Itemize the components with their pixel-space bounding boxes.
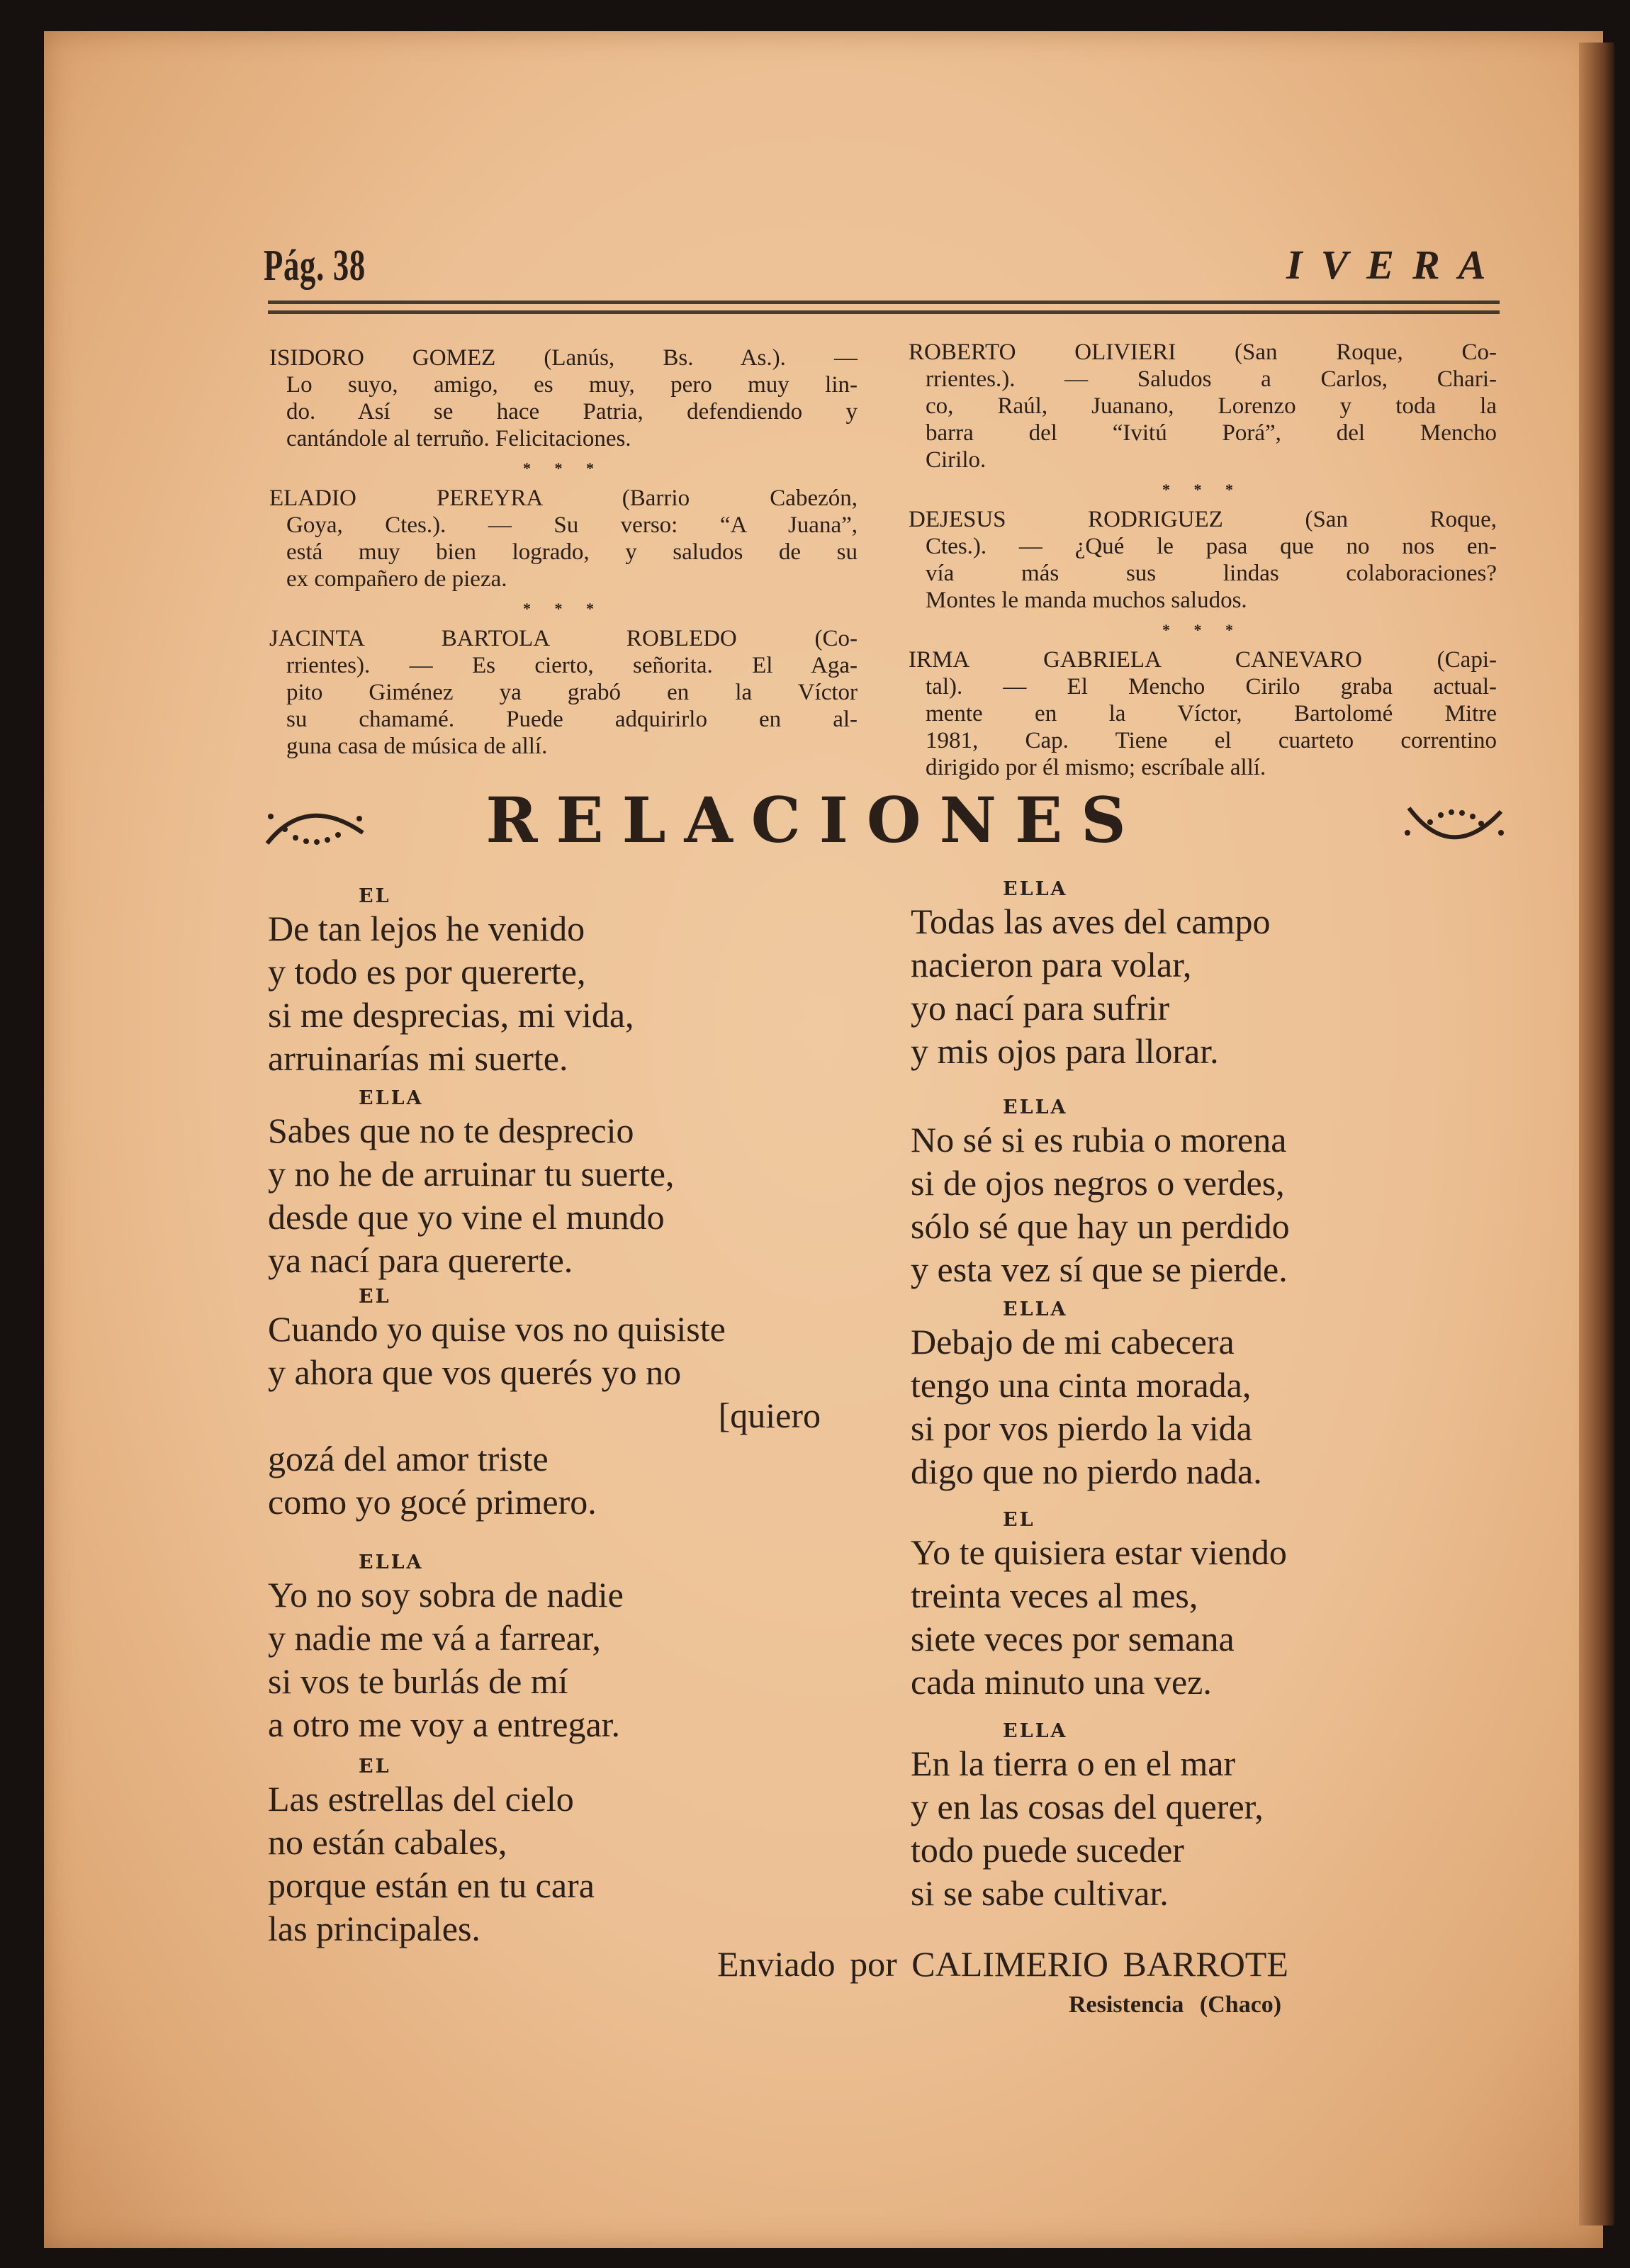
poem-line: Sabes que no te desprecio (268, 1111, 634, 1150)
poem-line: nacieron para volar, (911, 945, 1192, 984)
correspondence-entry (269, 344, 858, 452)
speaker-label: EL (359, 1756, 391, 1778)
poem-line: En la tierra o en el mar (911, 1744, 1236, 1783)
separator-asterisks: * * * (523, 459, 604, 477)
entry-line: vía más sus lindas colaboraciones? (926, 561, 1497, 586)
poem-line: si de ojos negros o verdes, (911, 1163, 1285, 1203)
poem-line: las principales. (268, 1909, 480, 1948)
correspondence-entry (909, 646, 1497, 781)
poem-line: Yo te quisiera estar viendo (911, 1532, 1287, 1572)
speaker-label: EL (1003, 1509, 1035, 1531)
poem-stanza (268, 1756, 595, 1950)
credit-sent-by: Enviado por (717, 1944, 897, 1984)
entry-line: mente en la Víctor, Bartolomé Mitre (926, 701, 1497, 726)
poem-line: Cuando yo quise vos no quisiste (268, 1309, 726, 1349)
poem-line: De tan lejos he venido (268, 909, 585, 948)
entry-line: DEJESUS RODRIGUEZ (San Roque, (909, 507, 1497, 532)
correspondence-entry (909, 339, 1497, 473)
poem-line: Yo no soy sobra de nadie (268, 1575, 624, 1615)
section-title: RELACIONES (485, 783, 1145, 857)
correspondence-entry (909, 506, 1497, 614)
page-edge (1579, 43, 1614, 2225)
poem-line: y nadie me vá a farrear, (268, 1618, 601, 1658)
poem-line: si me desprecias, mi vida, (268, 995, 634, 1035)
poem-line: Todas las aves del campo (911, 902, 1271, 941)
poem-line: no están cabales, (268, 1822, 507, 1862)
speaker-label: EL (359, 885, 391, 907)
poem-line: y en las cosas del querer, (911, 1787, 1264, 1826)
poem-line: arruinarías mi suerte. (268, 1038, 568, 1078)
poem-line: sólo sé que hay un perdido (911, 1206, 1290, 1246)
poem-line: porque están en tu cara (268, 1865, 595, 1905)
poem-stanza (268, 1552, 624, 1746)
poem-line: siete veces por semana (911, 1619, 1235, 1658)
entry-line: 1981, Cap. Tiene el cuarteto correntino (926, 728, 1497, 753)
speaker-label: ELLA (1003, 878, 1068, 900)
speaker-label: ELLA (359, 1087, 424, 1109)
entry-line: Ctes.). — ¿Qué le pasa que no nos en- (926, 534, 1497, 559)
entry-line: rrientes.). — Saludos a Carlos, Chari- (926, 366, 1497, 392)
poem-line: y no he de arruinar tu suerte, (268, 1154, 675, 1194)
entry-line: pito Giménez ya grabó en la Víctor (286, 680, 858, 705)
entry-line: está muy bien logrado, y saludos de su (286, 539, 858, 565)
entry-line: tal). — El Mencho Cirilo graba actual- (926, 674, 1497, 700)
entry-line: Lo suyo, amigo, es muy, pero muy lin- (286, 372, 858, 398)
poem-line: y esta vez sí que se pierde. (911, 1250, 1288, 1289)
header-rule-bottom (268, 310, 1500, 314)
entry-line: guna casa de música de allí. (286, 734, 548, 759)
poem-line: yo nací para sufrir (911, 988, 1170, 1028)
separator-asterisks: * * * (1162, 481, 1243, 498)
poem-line: si por vos pierdo la vida (911, 1408, 1252, 1448)
page-number: Pág. 38 (264, 242, 366, 290)
speaker-label: ELLA (359, 1551, 424, 1573)
entry-line: barra del “Ivitú Porá”, del Mencho (926, 420, 1497, 446)
ornament-right-icon (1402, 801, 1508, 850)
poem-line: [quiero (718, 1396, 821, 1435)
poem-line: desde que yo vine el mundo (268, 1197, 665, 1237)
entry-line: co, Raúl, Juanano, Lorenzo y toda la (926, 393, 1497, 419)
poem-line: todo puede suceder (911, 1830, 1184, 1870)
poem-stanza (911, 1721, 1264, 1915)
entry-line: ELADIO PEREYRA (Barrio Cabezón, (269, 485, 858, 511)
poem-line: si se sabe cultivar. (911, 1873, 1169, 1913)
magazine-title: IVERA (1286, 242, 1505, 288)
entry-line: JACINTA BARTOLA ROBLEDO (Co- (269, 626, 858, 651)
poem-line: tengo una cinta morada, (911, 1365, 1252, 1405)
poem-line: digo que no pierdo nada. (911, 1452, 1262, 1491)
entry-line: do. Así se hace Patria, defendiendo y (286, 399, 858, 425)
poem-line: ya nací para quererte. (268, 1240, 573, 1280)
credit-author: CALIMERIO BARROTE (911, 1944, 1288, 1984)
poem-line: No sé si es rubia o morena (911, 1120, 1287, 1160)
poem-line: Debajo de mi cabecera (911, 1322, 1235, 1362)
speaker-label: ELLA (1003, 1720, 1068, 1742)
entry-line: ISIDORO GOMEZ (Lanús, Bs. As.). — (269, 345, 858, 371)
entry-line: ROBERTO OLIVIERI (San Roque, Co- (909, 339, 1497, 365)
separator-asterisks: * * * (1162, 621, 1243, 639)
speaker-label: ELLA (1003, 1298, 1068, 1320)
entry-line: ex compañero de pieza. (286, 566, 507, 592)
poem-line: treinta veces al mes, (911, 1576, 1198, 1615)
entry-line: dirigido por él mismo; escríbale allí. (926, 755, 1266, 780)
correspondence-column-left (269, 344, 858, 760)
correspondence-entry (269, 485, 858, 593)
entry-line: rrientes). — Es cierto, señorita. El Aga- (286, 653, 858, 678)
speaker-label: ELLA (1003, 1096, 1068, 1118)
correspondence-column-right (909, 339, 1497, 781)
poem-stanza (268, 1286, 821, 1524)
poem-line: y mis ojos para llorar. (911, 1031, 1219, 1071)
poem-stanza (911, 1097, 1290, 1291)
poem-line: y ahora que vos querés yo no (268, 1352, 682, 1392)
speaker-label: EL (359, 1286, 391, 1308)
poem-line: y todo es por quererte, (268, 952, 586, 992)
poem-stanza (268, 886, 634, 1080)
entry-line: su chamamé. Puede adquirirlo en al- (286, 707, 858, 732)
poem-line: cada minuto una vez. (911, 1662, 1212, 1702)
poem-stanza (268, 1088, 674, 1282)
entry-line: Montes le manda muchos saludos. (926, 588, 1247, 613)
poem-stanza (911, 1510, 1287, 1704)
separator-asterisks: * * * (523, 600, 604, 617)
entry-line: IRMA GABRIELA CANEVARO (Capi- (909, 647, 1497, 673)
poem-line: gozá del amor triste (268, 1439, 549, 1478)
credit-place: Resistencia (Chaco) (1069, 1992, 1282, 2018)
poem-line: si vos te burlás de mí (268, 1661, 568, 1701)
correspondence-entry (269, 625, 858, 760)
credit-line (717, 1943, 1288, 1984)
poem-line: como yo gocé primero. (268, 1482, 597, 1522)
poem-line: a otro me voy a entregar. (268, 1705, 621, 1744)
entry-line: Goya, Ctes.). — Su verso: “A Juana”, (286, 512, 858, 538)
poem-stanza (911, 1299, 1262, 1493)
header-rule-top (268, 301, 1500, 304)
entry-line: cantándole al terruño. Felicitaciones. (286, 426, 631, 451)
poem-line: Las estrellas del cielo (268, 1779, 574, 1819)
entry-line: Cirilo. (926, 447, 987, 473)
poem-stanza (911, 879, 1270, 1073)
